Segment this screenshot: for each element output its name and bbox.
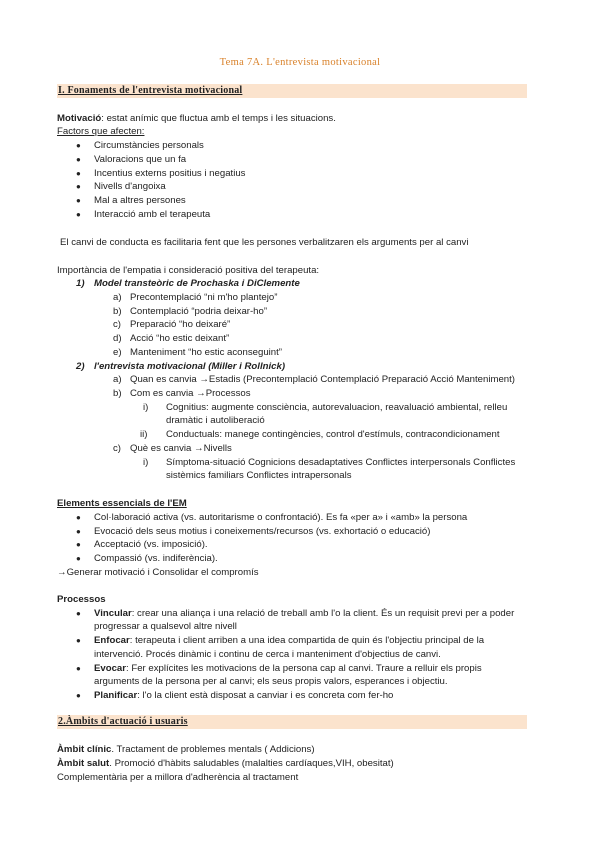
section-1-heading: I. Fonaments de l'entrevista motivacional (58, 85, 243, 96)
bullet-icon: ● (76, 554, 81, 563)
motivacio-line (57, 112, 336, 126)
list-item: Símptoma-situació Cognicions desadaptatives Conflictes interpersonals Conflictes (166, 457, 516, 468)
model-1-heading: Model transteòric de Prochaska i DiClemente (94, 278, 300, 289)
list-item-continuation: dramàtic i autoliberació (166, 415, 265, 426)
bullet-icon: ● (76, 664, 81, 673)
process-label: Evocar (94, 663, 126, 674)
list-item (94, 689, 393, 703)
canvi-paragraph: El canvi de conducta es facilitaria fent que les persones verbalitzaren els arguments per al canvi (60, 237, 469, 248)
list-item: Què es canvia →Nivells (130, 443, 232, 454)
list-item: Com es canvia →Processos (130, 388, 251, 399)
list-item-continuation: sistèmics familiars Conflictes intrapersonals (166, 470, 352, 481)
processos-heading: Processos (57, 594, 106, 605)
complementaria-line: Complementària per a millora d'adherència al tractament (57, 772, 299, 783)
list-item: Quan es canvia →Estadis (Precontemplació Contemplació Preparació Acció Manteniment) (130, 374, 516, 385)
bullet-icon: ● (76, 155, 81, 164)
section-2-heading: 2.Àmbits d'actuació i usuaris (58, 716, 188, 727)
list-item: Circumstàncies personals (94, 140, 204, 151)
bullet-icon: ● (76, 169, 81, 178)
list-item: Contemplació “podria deixar-ho” (130, 306, 268, 317)
importancia-paragraph: Importància de l'empatia i consideració positiva del terapeuta: (57, 265, 320, 276)
generar-line: →Generar motivació i Consolidar el compromís (57, 567, 259, 578)
list-item: Cognitius: augmente consciència, autorevaluacion, reavaluació ambiental, relleu (166, 402, 508, 413)
bullet-icon: ● (76, 196, 81, 205)
model-2-number: 2) (76, 361, 85, 372)
model-2-marker: b) (113, 388, 122, 399)
list-item: Acceptació (vs. imposició). (94, 539, 208, 550)
list-item (94, 607, 514, 621)
document-title: Tema 7A. L'entrevista motivacional (219, 57, 381, 68)
model-1-marker: b) (113, 306, 122, 317)
ambit-clinic-label: Àmbit clínic (57, 744, 112, 755)
bullet-icon: ● (76, 513, 81, 522)
list-item-continuation: progressar a qualsevol altre nivell (94, 621, 237, 632)
sub-marker: ii) (140, 429, 148, 440)
list-item: Manteniment “ho estic aconseguint” (130, 347, 282, 358)
list-item: Compassió (vs. indiferència). (94, 553, 218, 564)
list-item-continuation: arguments de la persona per al canvi; els seus propis valors, esperances i objectiu. (94, 676, 448, 687)
model-2-heading: l'entrevista motivacional (Miller i Rollnick) (94, 361, 286, 372)
list-item: Acció “ho estic deixant” (130, 333, 230, 344)
list-item (94, 662, 482, 676)
motivacio-label: Motivació (57, 113, 102, 124)
list-item: Conductuals: manege contingències, control d'estímuls, contracondicionament (166, 429, 500, 440)
bullet-icon: ● (76, 527, 81, 536)
list-item: Col·laboració activa (vs. autoritarisme o confrontació). Es fa «per a» i «amb» la persona (94, 512, 468, 523)
bullet-icon: ● (76, 210, 81, 219)
process-text: : l'o la client està disposat a canviar i es concreta com fer-ho (137, 690, 394, 701)
model-1-number: 1) (76, 278, 85, 289)
list-item: Evocació dels seus motius i coneixements/recursos (vs. exhortació o educació) (94, 526, 431, 537)
factors-label: Factors que afecten: (57, 126, 145, 137)
ambit-clinic-text: . Tractament de problemes mentals ( Addicions) (111, 744, 315, 755)
model-1-marker: a) (113, 292, 122, 303)
process-label: Planificar (94, 690, 138, 701)
model-1-marker: c) (113, 319, 121, 330)
bullet-icon: ● (76, 540, 81, 549)
model-1-marker: d) (113, 333, 122, 344)
list-item: Interacció amb el terapeuta (94, 209, 211, 220)
model-2-marker: c) (113, 443, 121, 454)
motivacio-text: : estat anímic que fluctua amb el temps i les situacions. (101, 113, 336, 124)
elements-heading: Elements essencials de l'EM (57, 498, 187, 509)
list-item (94, 634, 484, 648)
list-item-continuation: intervenció. Procés dinàmic i continu de cerca i manteniment d'objectius de canvi. (94, 649, 441, 660)
process-text: : Fer explícites les motivacions de la persona cap al canvi. Traure a relluir els propis (126, 663, 482, 674)
process-label: Vincular (94, 608, 132, 619)
bullet-icon: ● (76, 609, 81, 618)
sub-marker: i) (143, 457, 149, 468)
ambit-clinic-line (57, 743, 315, 757)
list-item: Incentius externs positius i negatius (94, 168, 246, 179)
list-item: Precontemplació “ni m'ho plantejo” (130, 292, 278, 303)
bullet-icon: ● (76, 636, 81, 645)
bullet-icon: ● (76, 182, 81, 191)
list-item: Preparació “ho deixaré” (130, 319, 231, 330)
list-item: Valoracions que un fa (94, 154, 187, 165)
ambit-salut-text: . Promoció d'hàbits saludables (malalties cardíaques,VIH, obesitat) (109, 758, 394, 769)
model-2-marker: a) (113, 374, 122, 385)
process-text: : terapeuta i client arriben a una idea compartida de quin és l'objectiu principal de la (129, 635, 485, 646)
sub-marker: i) (143, 402, 149, 413)
process-text: : crear una aliança i una relació de treball amb l'o la client. És un requisit previ per a poder (131, 608, 515, 619)
ambit-salut-label: Àmbit salut (57, 758, 110, 769)
process-label: Enfocar (94, 635, 130, 646)
bullet-icon: ● (76, 691, 81, 700)
bullet-icon: ● (76, 141, 81, 150)
list-item: Nivells d'angoixa (94, 181, 166, 192)
ambit-salut-line (57, 757, 394, 771)
model-1-marker: e) (113, 347, 122, 358)
list-item: Mal a altres persones (94, 195, 186, 206)
